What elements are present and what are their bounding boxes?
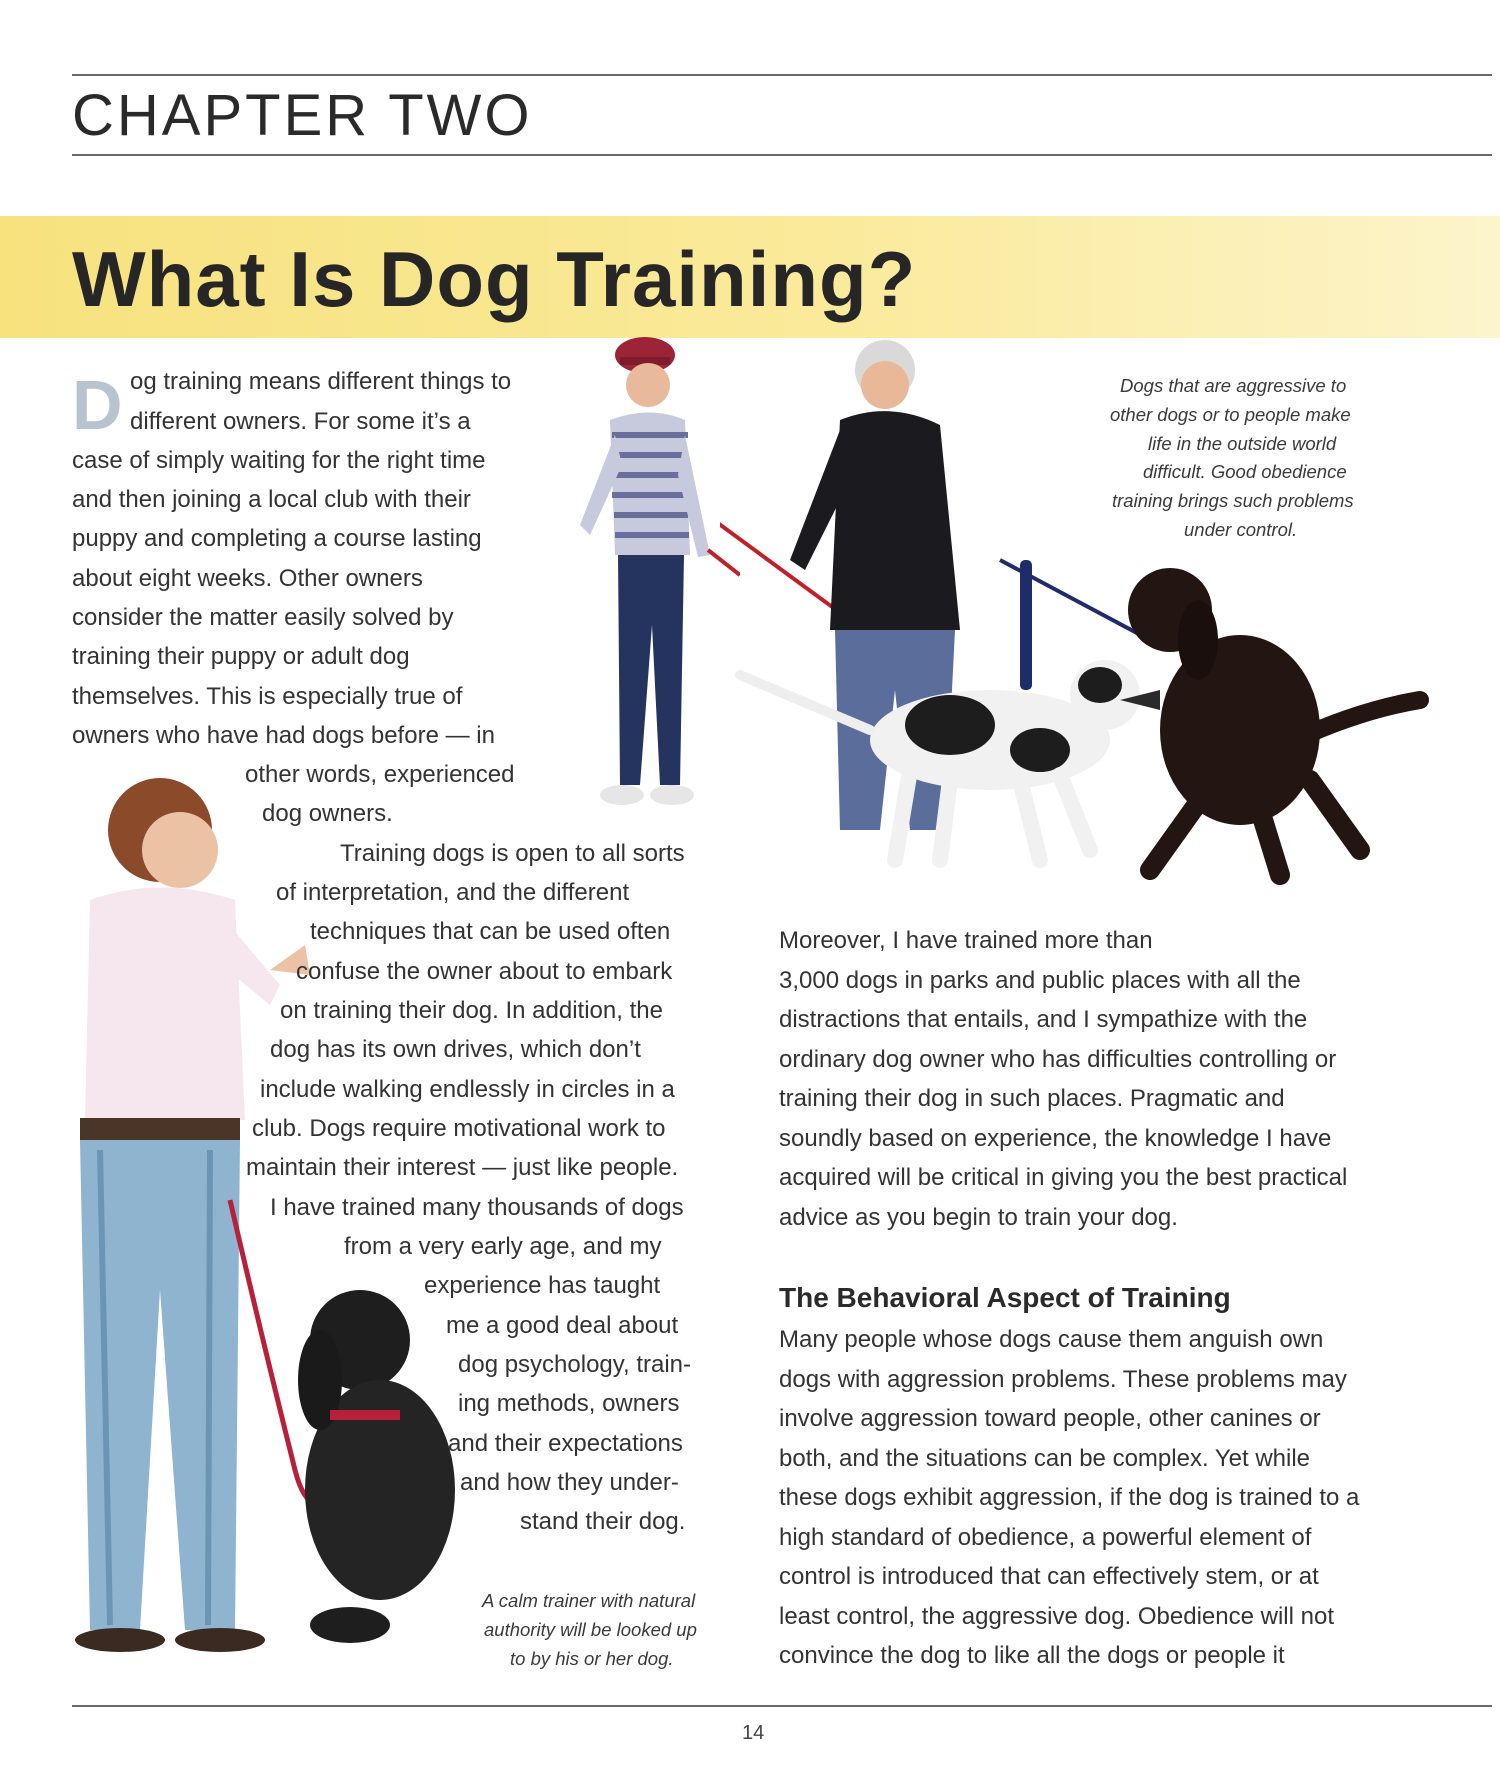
intro-line: techniques that can be used often [310, 918, 671, 945]
intro-line: about eight weeks. Other owners [72, 565, 423, 592]
caption-bottom-line: to by his or her dog. [510, 1648, 674, 1669]
intro-line: and their expectations [448, 1430, 683, 1457]
intro-line: club. Dogs require motivational work to [252, 1115, 666, 1142]
intro-line: dog has its own drives, which don’t [270, 1036, 641, 1063]
caption-top-line: under control. [1184, 519, 1298, 540]
intro-line: training their puppy or adult dog [72, 643, 410, 670]
intro-line: me a good deal about [446, 1312, 679, 1339]
section-line: convince the dog to like all the dogs or people it [779, 1642, 1285, 1669]
footer-rule [72, 1705, 1492, 1707]
header-rule-bottom [72, 154, 1492, 156]
intro-line: experience has taught [424, 1272, 661, 1299]
page-number: 14 [742, 1722, 765, 1744]
intro-line: and then joining a local club with their [72, 486, 471, 513]
intro-line: owners who have had dogs before — in [72, 722, 495, 749]
body-line: ordinary dog owner who has difficulties controlling or [779, 1046, 1337, 1073]
body-line: soundly based on experience, the knowledge I have [779, 1125, 1332, 1152]
intro-line: I have trained many thousands of dogs [270, 1194, 684, 1221]
intro-line: maintain their interest — just like people. [246, 1154, 679, 1181]
caption-top-line: Dogs that are aggressive to [1120, 375, 1347, 396]
section-heading: The Behavioral Aspect of Training [779, 1282, 1231, 1313]
section-line: involve aggression toward people, other canines or [779, 1405, 1321, 1432]
body-line: Moreover, I have trained more than [779, 927, 1153, 954]
section-line: dogs with aggression problems. These problems may [779, 1366, 1347, 1393]
body-line: advice as you begin to train your dog. [779, 1204, 1178, 1231]
section-line: these dogs exhibit aggression, if the dog is trained to a [779, 1484, 1360, 1511]
section-line: both, and the situations can be complex. Yet while [779, 1445, 1311, 1472]
body-line: 3,000 dogs in parks and public places with all the [779, 967, 1301, 994]
section-line: high standard of obedience, a powerful element of [779, 1524, 1312, 1551]
body-line: acquired will be critical in giving you the best practical [779, 1164, 1348, 1191]
caption-top-line: life in the outside world [1148, 433, 1337, 454]
drop-cap: D [72, 366, 123, 444]
body-line: distractions that entails, and I sympathize with the [779, 1006, 1308, 1033]
intro-line: case of simply waiting for the right time [72, 447, 486, 474]
intro-line: og training means different things to [130, 368, 512, 395]
section-line: Many people whose dogs cause them anguish own [779, 1326, 1324, 1353]
caption-bottom-line: A calm trainer with natural [482, 1590, 696, 1611]
intro-line: ing methods, owners [458, 1390, 680, 1417]
caption-top-line: other dogs or to people make [1110, 404, 1351, 425]
intro-line: other words, experienced [245, 761, 515, 788]
intro-line: confuse the owner about to embark [296, 958, 673, 985]
section-line: least control, the aggressive dog. Obedience will not [779, 1603, 1334, 1630]
intro-line: stand their dog. [520, 1508, 686, 1535]
body-line: training their dog in such places. Pragmatic and [779, 1085, 1285, 1112]
intro-line: on training their dog. In addition, the [280, 997, 663, 1024]
photo-woman-with-leash [560, 325, 740, 825]
intro-line: include walking endlessly in circles in a [260, 1076, 675, 1103]
intro-line: dog owners. [262, 800, 393, 827]
intro-line: of interpretation, and the different [276, 879, 630, 906]
caption-top-line: training brings such problems [1112, 490, 1354, 511]
chapter-label: CHAPTER TWO [72, 83, 533, 148]
intro-line: and how they under- [460, 1469, 679, 1496]
caption-bottom-line: authority will be looked up [484, 1619, 697, 1640]
intro-line: from a very early age, and my [344, 1233, 662, 1260]
caption-top-line: difficult. Good obedience [1143, 461, 1347, 482]
intro-line: themselves. This is especially true of [72, 683, 463, 710]
intro-line: dog psychology, train- [458, 1351, 692, 1378]
header-rule-top [72, 74, 1492, 76]
intro-line: puppy and completing a course lasting [72, 525, 482, 552]
page-title: What Is Dog Training? [72, 235, 917, 323]
section-line: control is introduced that can effectively stem, or at [779, 1563, 1319, 1590]
intro-line: different owners. For some it’s a [130, 408, 471, 435]
intro-line: consider the matter easily solved by [72, 604, 454, 631]
intro-line: Training dogs is open to all sorts [340, 840, 685, 867]
